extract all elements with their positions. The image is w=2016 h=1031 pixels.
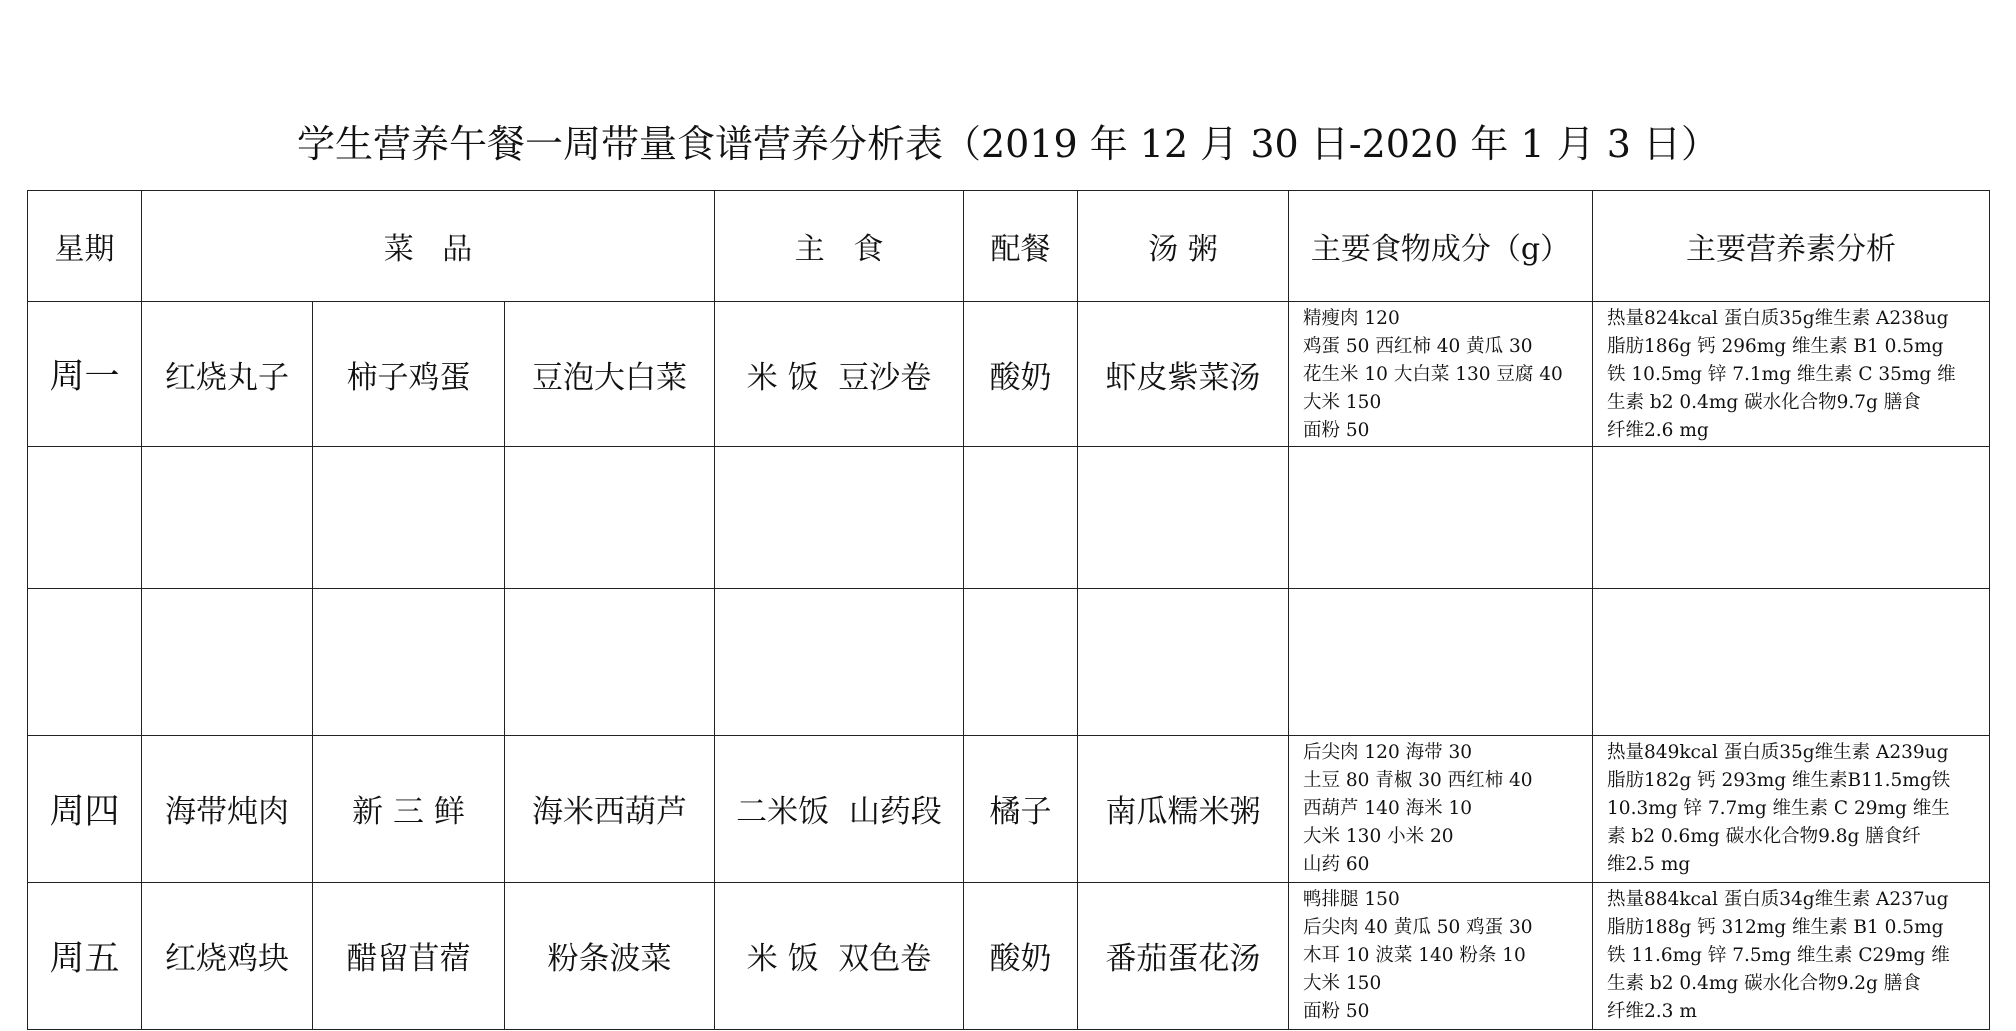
staple-cell (715, 589, 964, 735)
header-dishes: 菜 品 (142, 191, 715, 302)
table-row (28, 447, 1990, 589)
day-cell: 周一 (28, 302, 142, 447)
header-soup: 汤 粥 (1078, 191, 1289, 302)
side-cell: 酸奶 (964, 882, 1078, 1029)
day-cell (28, 447, 142, 589)
side-cell (964, 589, 1078, 735)
day-cell: 周五 (28, 882, 142, 1029)
nutrition-cell: 热量884kcal 蛋白质34g维生素 A237ug 脂肪188g 钙 312mg 维生素 B1 0.5mg 铁 11.6mg 锌 7.5mg 维生素 C29mg 维 生素 b2 0.4mg 碳水化合物9.2g 膳食 纤维2.3 m (1593, 882, 1990, 1029)
side-cell (964, 447, 1078, 589)
table-row (28, 589, 1990, 735)
dish-cell: 海米西葫芦 (505, 735, 715, 882)
table-row (28, 735, 1990, 882)
ingredients-cell (1289, 447, 1593, 589)
dish-cell: 豆泡大白菜 (505, 302, 715, 447)
day-cell (28, 589, 142, 735)
soup-cell: 虾皮紫菜汤 (1078, 302, 1289, 447)
header-staple: 主 食 (715, 191, 964, 302)
table-row (28, 302, 1990, 447)
dish-cell (313, 589, 505, 735)
ingredients-cell: 后尖肉 120 海带 30 土豆 80 青椒 30 西红柿 40 西葫芦 140 海米 10 大米 130 小米 20 山药 60 (1289, 735, 1593, 882)
soup-cell: 番茄蛋花汤 (1078, 882, 1289, 1029)
table-row (28, 882, 1990, 1029)
dish-cell (313, 447, 505, 589)
dish-cell: 新 三 鲜 (313, 735, 505, 882)
page-title: 学生营养午餐一周带量食谱营养分析表（2019 年 12 月 30 日-2020 年 1 月 3 日） (296, 122, 1720, 166)
dish-cell: 红烧鸡块 (142, 882, 313, 1029)
staple-cell: 米 饭 豆沙卷 (715, 302, 964, 447)
dish-cell: 海带炖肉 (142, 735, 313, 882)
nutrition-cell (1593, 589, 1990, 735)
staple-cell (715, 447, 964, 589)
ingredients-cell (1289, 589, 1593, 735)
soup-cell: 南瓜糯米粥 (1078, 735, 1289, 882)
dish-cell: 粉条波菜 (505, 882, 715, 1029)
dish-cell (142, 589, 313, 735)
ingredients-cell: 精瘦肉 120 鸡蛋 50 西红柿 40 黄瓜 30 花生米 10 大白菜 130 豆腐 40 大米 150 面粉 50 (1289, 302, 1593, 447)
ingredients-cell: 鸭排腿 150 后尖肉 40 黄瓜 50 鸡蛋 30 木耳 10 波菜 140 粉条 10 大米 150 面粉 50 (1289, 882, 1593, 1029)
dish-cell: 红烧丸子 (142, 302, 313, 447)
dish-cell: 柿子鸡蛋 (313, 302, 505, 447)
staple-cell: 米 饭 双色卷 (715, 882, 964, 1029)
dish-cell (505, 447, 715, 589)
dish-cell (505, 589, 715, 735)
dish-cell: 醋留苜蓿 (313, 882, 505, 1029)
header-ingredients: 主要食物成分（g） (1289, 191, 1593, 302)
header-side: 配餐 (964, 191, 1078, 302)
side-cell: 酸奶 (964, 302, 1078, 447)
soup-cell (1078, 589, 1289, 735)
dish-cell (142, 447, 313, 589)
header-nutrition: 主要营养素分析 (1593, 191, 1990, 302)
soup-cell (1078, 447, 1289, 589)
menu-table (27, 190, 1990, 1030)
side-cell: 橘子 (964, 735, 1078, 882)
header-day: 星期 (28, 191, 142, 302)
day-cell: 周四 (28, 735, 142, 882)
staple-cell: 二米饭 山药段 (715, 735, 964, 882)
header-row (28, 191, 1990, 302)
nutrition-cell: 热量849kcal 蛋白质35g维生素 A239ug 脂肪182g 钙 293mg 维生素B11.5mg铁 10.3mg 锌 7.7mg 维生素 C 29mg 维生 素 b2 0.6mg 碳水化合物9.8g 膳食纤 维2.5 mg (1593, 735, 1990, 882)
nutrition-cell (1593, 447, 1990, 589)
nutrition-cell: 热量824kcal 蛋白质35g维生素 A238ug 脂肪186g 钙 296mg 维生素 B1 0.5mg 铁 10.5mg 锌 7.1mg 维生素 C 35mg 维 生素 b2 0.4mg 碳水化合物9.7g 膳食 纤维2.6 mg (1593, 302, 1990, 447)
